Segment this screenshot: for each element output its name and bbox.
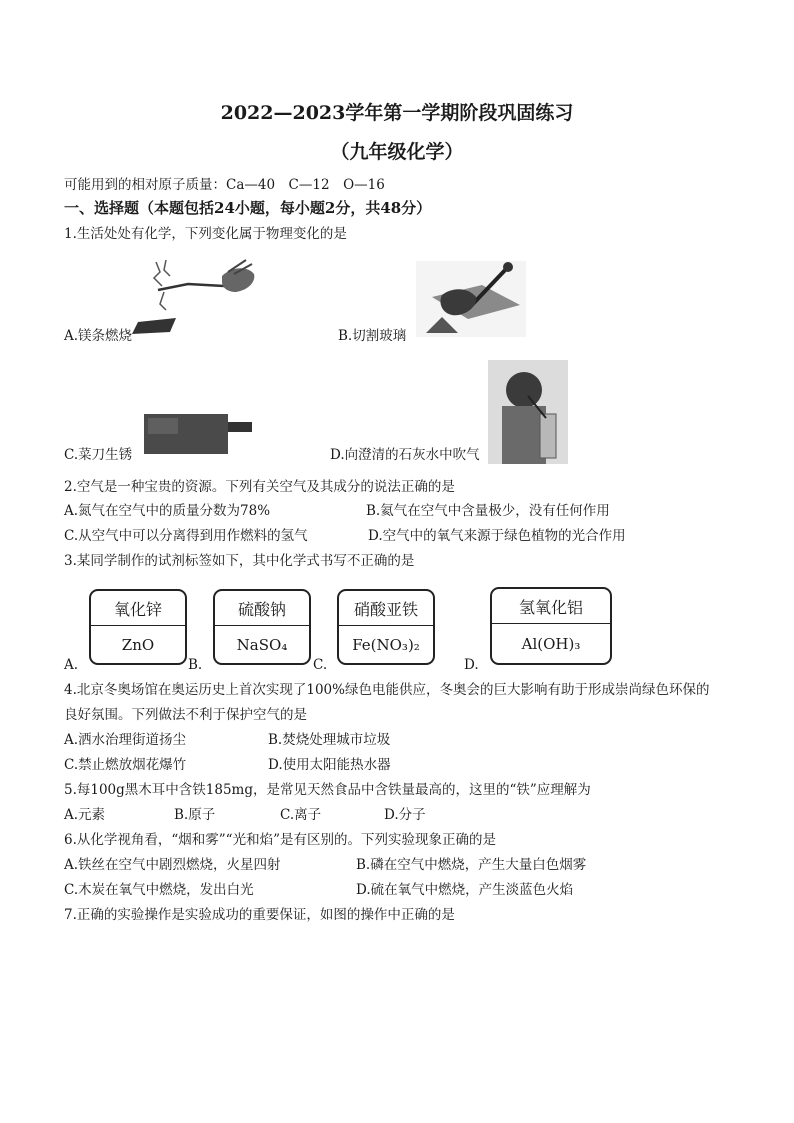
- reagent-label-c: [337, 589, 435, 665]
- q4-stem-line1: 4.北京冬奥场馆在奥运历史上首次实现了100%绿色电能供应，冬奥会的巨大影响有助于形成崇尚绿色环保的: [64, 682, 710, 698]
- q6-option-d: D.硫在氧气中燃烧，产生淡蓝色火焰: [356, 882, 574, 898]
- q3-stem: 3.某同学制作的试剂标签如下，其中化学式书写不正确的是: [64, 553, 415, 569]
- q5-option-d: D.分子: [384, 807, 426, 823]
- q1-option-a: A.镁条燃烧: [64, 328, 133, 344]
- reagent-name: 硝酸亚铁: [339, 591, 433, 626]
- reagent-label-a: [89, 589, 187, 665]
- atomic-masses: 可能用到的相对原子质量：Ca—40 C—12 O—16: [64, 177, 385, 193]
- q1-stem: 1.生活处处有化学，下列变化属于物理变化的是: [64, 226, 347, 242]
- reagent-name: 硫酸钠: [215, 591, 309, 626]
- q5-option-b: B.原子: [174, 807, 216, 823]
- reagent-name: 氧化锌: [91, 591, 185, 626]
- q6-option-b: B.磷在空气中燃烧，产生大量白色烟雾: [356, 857, 587, 873]
- reagent-label-b: [213, 589, 311, 665]
- section-heading: 一、选择题（本题包括24小题，每小题2分，共48分）: [64, 199, 432, 217]
- blowing-limewater-image: [488, 360, 568, 464]
- q3-letter-b: B.: [188, 657, 203, 673]
- q1-option-c: C.菜刀生锈: [64, 447, 133, 463]
- q7-stem: 7.正确的实验操作是实验成功的重要保证，如图的操作中正确的是: [64, 907, 455, 923]
- q2-stem: 2.空气是一种宝贵的资源。下列有关空气及其成分的说法正确的是: [64, 479, 455, 495]
- q4-stem-line2: 良好氛围。下列做法不利于保护空气的是: [64, 707, 307, 723]
- reagent-name: 氢氧化铝: [492, 589, 610, 624]
- q5-option-c: C.离子: [280, 807, 322, 823]
- q5-option-a: A.元素: [64, 807, 106, 823]
- reagent-label-d: [490, 587, 612, 665]
- q2-option-a: A.氮气在空气中的质量分数为78%: [64, 503, 271, 519]
- reagent-formula: Al(OH)₃: [521, 634, 581, 653]
- q6-stem: 6.从化学视角看，“烟和雾”“光和焰”是有区别的。下列实验现象正确的是: [64, 832, 496, 848]
- reagent-formula: NaSO₄: [236, 635, 288, 654]
- q1-option-b: B.切割玻璃: [338, 328, 407, 344]
- page-title: 2022—2023学年第一学期阶段巩固练习: [220, 102, 574, 124]
- q2-option-c: C.从空气中可以分离得到用作燃料的氢气: [64, 528, 308, 544]
- q4-option-c: C.禁止燃放烟花爆竹: [64, 757, 187, 773]
- q2-option-b: B.氦气在空气中含量极少，没有任何作用: [366, 503, 610, 519]
- q4-option-b: B.焚烧处理城市垃圾: [268, 732, 391, 748]
- glass-cutting-image: [412, 257, 530, 341]
- page-subtitle: （九年级化学）: [330, 141, 464, 163]
- q3-letter-a: A.: [64, 657, 79, 673]
- q5-stem: 5.每100g黑木耳中含铁185mg，是常见天然食品中含铁量最高的，这里的“铁”应理解为: [64, 782, 591, 798]
- q4-option-a: A.洒水治理街道扬尘: [64, 732, 187, 748]
- reagent-formula: ZnO: [121, 635, 155, 654]
- q6-option-a: A.铁丝在空气中剧烈燃烧，火星四射: [64, 857, 281, 873]
- q3-letter-c: C.: [313, 657, 328, 673]
- q1-option-d: D.向澄清的石灰水中吹气: [330, 447, 480, 463]
- rusty-knife-image: [142, 410, 254, 456]
- reagent-formula: Fe(NO₃)₂: [352, 635, 420, 654]
- q4-option-d: D.使用太阳能热水器: [268, 757, 391, 773]
- q2-option-d: D.空气中的氧气来源于绿色植物的光合作用: [368, 528, 626, 544]
- q6-option-c: C.木炭在氧气中燃烧，发出白光: [64, 882, 254, 898]
- q3-letter-d: D.: [464, 657, 479, 673]
- magnesium-burning-image: [128, 252, 260, 336]
